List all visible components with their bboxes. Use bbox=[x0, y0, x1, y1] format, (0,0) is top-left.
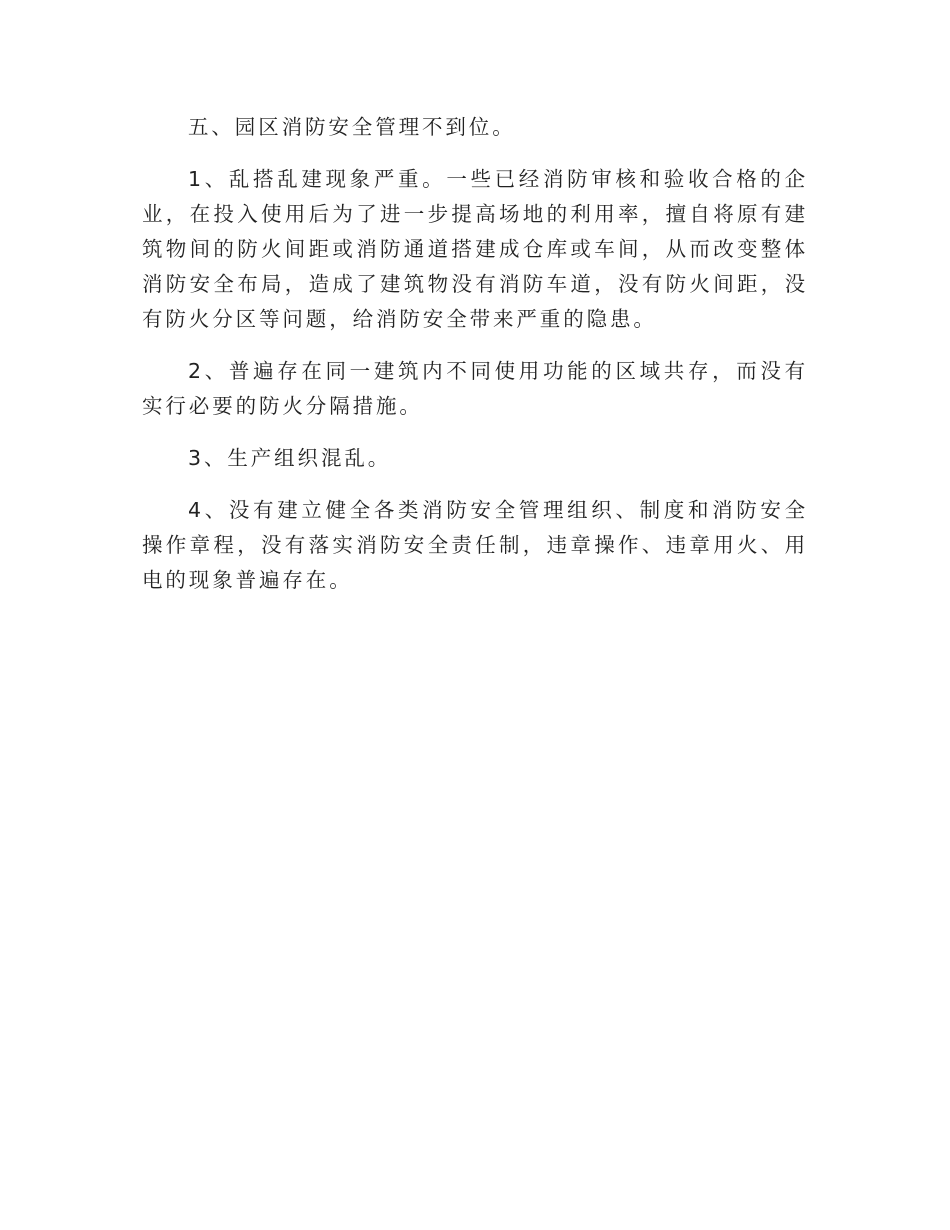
paragraph-3: 3、生产组织混乱。 bbox=[188, 446, 392, 470]
section-heading: 五、园区消防安全管理不到位。 bbox=[188, 115, 516, 139]
paragraph-2: 2、普遍存在同一建筑内不同使用功能的区域共存，而没有实行必要的防火分隔措施。 bbox=[142, 359, 808, 418]
document-body bbox=[142, 110, 808, 615]
paragraph-1: 1、乱搭乱建现象严重。一些已经消防审核和验收合格的企业，在投入使用后为了进一步提高场地的利用率，擅自将原有建筑物间的防火间距或消防通道搭建成仓库或车间，从而改变整体消防安全布局，造成了建筑物没有消防车道，没有防火间距，没有防火分区等问题，给消防安全带来严重的隐患。 bbox=[142, 167, 808, 331]
paragraph-4: 4、没有建立健全各类消防安全管理组织、制度和消防安全操作章程，没有落实消防安全责任制，违章操作、违章用火、用电的现象普遍存在。 bbox=[142, 498, 808, 592]
